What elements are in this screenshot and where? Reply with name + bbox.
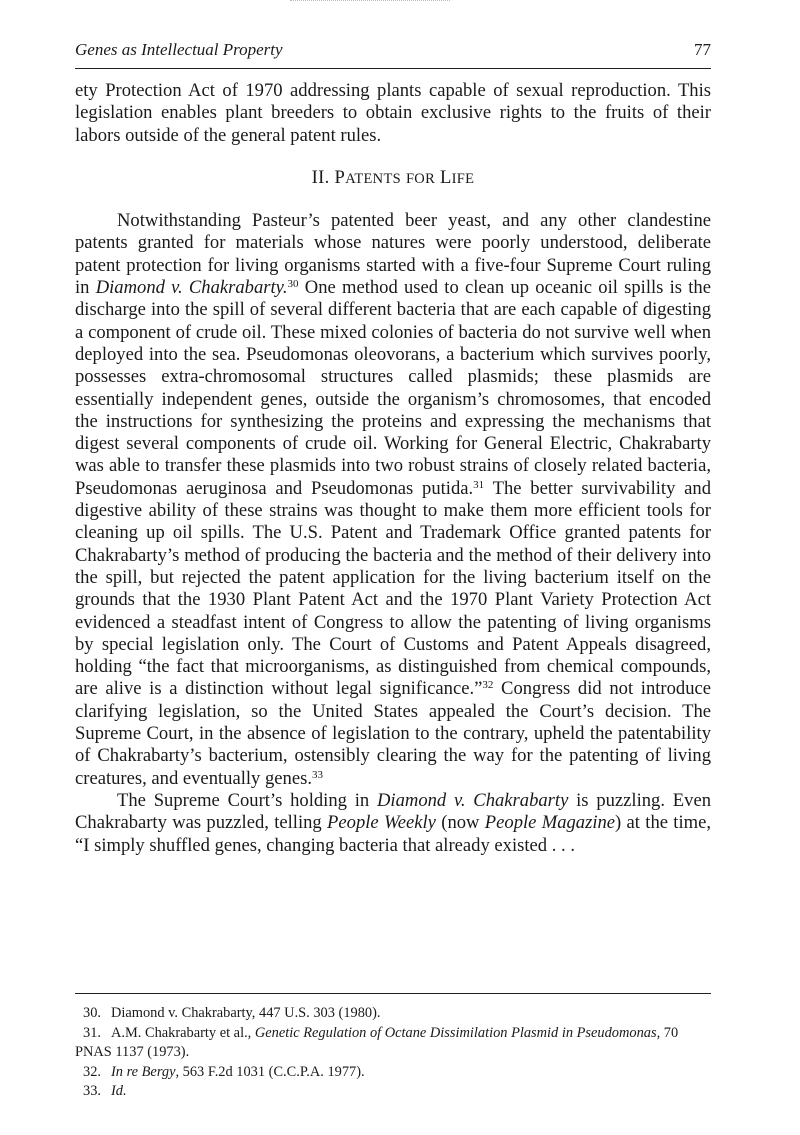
footnotes	[75, 1004, 711, 1102]
footnote-ref: 32	[482, 679, 494, 692]
section-heading: II. PATENTS FOR LIFE	[311, 166, 475, 188]
footnote: 32. In re Bergy, 563 F.2d 1031 (C.C.P.A. 1977).	[83, 1063, 365, 1080]
case-citation: Diamond v. Chakrabarty.	[95, 277, 288, 299]
footnote-ref: 31	[473, 478, 485, 491]
paragraph: Notwithstanding Pasteur’s patented beer yeast, and any other clandestine patents granted for materials whose natures were poorly understood, deliberate patent protection for living organisms started with a five-four Supreme Court ruling in Diamond v. Chakrabarty.$^{30}$ One method used to clean up oceanic oil spills is the discharge into the spill of several different bacteria that are each capable of digesting a component of crude oil. These mixed colonies of bacteria do not survive well when deployed into the sea. Pseudomonas oleovorans, a bacterium which survives poorly, possesses extra-chromosomal structures called plasmids; these plasmids are essentially independent genes, outside the organism’s chromosomes, that encoded the instructions for synthesizing the proteins and expressing the mechanisms that digest several components of crude oil. Working for General Electric, Chakrabarty was able to transfer these plasmids into two robust strains of closely related bacteria, Pseudomonas aeruginosa and Pseudomonas putida.$^{31}$ The better survivability and digestive ability of these strains was thought to make them more efficient tools for cleaning up oil spills. The U.S. Patent and Trademark Office granted patents for Chakrabarty’s method of producing the bacteria and the method of their delivery into the spill, but rejected the patent application for the living bacterium itself on the grounds that the 1930 Plant Patent Act and the 1970 Plant Variety Protection Act evidenced a steadfast intent of Congress to allow the patenting of living organisms by special legislation only. The Court of Customs and Patent Appeals disagreed, holding “the fact that microorganisms, as distinguished from chemical compounds, are alive is a distinction without legal significance.”$^{32}$ Congress did not introduce clarifying legislation, so the United States appealed the Court’s decision. The Supreme Court, in the absence of legislation to the contrary, upheld the patentability of Chakrabarty’s bacterium, ostensibly clearing the way for the patenting of living creatures, and eventually genes.$^{33}$	[75, 210, 711, 789]
footnote-ref: 30	[287, 278, 299, 291]
footnote: 31. A.M. Chakrabarty et al., Genetic Regulation of Octane Dissimilation Plasmid in Pseudomonas, 70 PNAS 1137 (1973).	[75, 1024, 679, 1060]
running-head-title: Genes as Intellectual Property	[75, 40, 283, 59]
paragraph: The Supreme Court’s holding in Diamond v. Chakrabarty is puzzling. Even Chakrabarty was puzzled, telling People Weekly (now People Magazine) at the time, “I simply shuffled genes, changing bacteria that already existed . . .	[75, 789, 712, 856]
magazine-title: People Magazine	[484, 812, 616, 834]
paragraph-continued: ety Protection Act of 1970 addressing plants capable of sexual reproduction. This legislation enables plant breeders to obtain exclusive rights to the fruits of their labors outside of the general patent rules.	[75, 80, 711, 146]
running-head	[75, 40, 711, 62]
page-number: 77	[694, 40, 711, 59]
body-text	[75, 80, 711, 857]
footnote: 33. Id.	[83, 1083, 127, 1099]
case-citation: Diamond v. Chakrabarty	[377, 789, 569, 811]
footnote-ref: 33	[311, 768, 323, 781]
footnote-rule	[75, 993, 711, 994]
magazine-title: People Weekly	[327, 812, 436, 834]
page	[75, 0, 711, 1135]
header-rule	[75, 68, 711, 69]
section-numeral: II.	[311, 166, 330, 188]
footnote: 30. Diamond v. Chakrabarty, 447 U.S. 303 (1980).	[83, 1005, 381, 1021]
